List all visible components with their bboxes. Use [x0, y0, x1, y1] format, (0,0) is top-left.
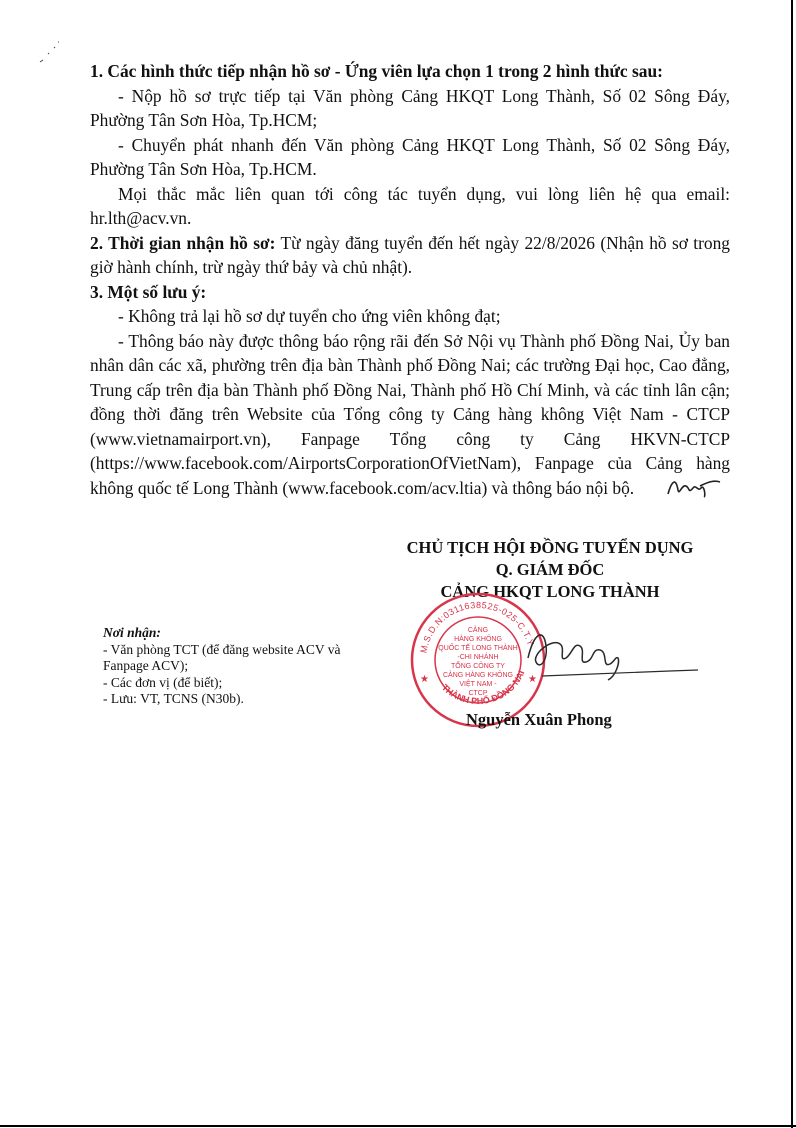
section-2 [90, 231, 730, 280]
signature-title-line-1: CHỦ TỊCH HỘI ĐỒNG TUYỂN DỤNG [406, 538, 694, 557]
recipient-item: - Các đơn vị (để biết); [103, 674, 223, 690]
stamp-center-line: HÀNG KHÔNG [454, 636, 502, 643]
scan-speck-mark [34, 40, 64, 65]
stamp-ring-text: M.S.D.N:0311638525-025-C.T.Y [418, 599, 536, 654]
signer-name: Nguyễn Xuân Phong [466, 710, 612, 729]
section-3-item-2 [90, 329, 730, 505]
stamp-center-line: -CHI NHÁNH [457, 654, 499, 661]
stamp-center-line: QUỐC TẾ LONG THÀNH [438, 645, 518, 652]
stamp-center-line: TỔNG CÔNG TY [451, 663, 505, 670]
document-body [90, 59, 730, 504]
stamp-star-left-icon: ★ [420, 674, 429, 685]
scan-border-bottom [0, 1125, 796, 1127]
stamp-bottom-text: THÀNH PHỐ ĐỒNG NAI [439, 668, 527, 707]
handwritten-signature [522, 618, 702, 688]
signature-title-line-3: CẢNG HKQT LONG THÀNH [440, 582, 660, 601]
stamp-center-line: CẢNG [467, 627, 489, 634]
section-1-title: 1. Các hình thức tiếp nhận hồ sơ - Ứng viên lựa chọn 1 trong 2 hình thức sau: [90, 61, 663, 81]
stamp-star-right-icon: ★ [528, 674, 537, 685]
section-1-item-1: - Nộp hồ sơ trực tiếp tại Văn phòng Cảng HKQT Long Thành, Số 02 Sông Đáy, Phường Tân Sơn Hòa, Tp.HCM; [90, 85, 730, 130]
recipient-item: - Lưu: VT, TCNS (N30b). [103, 691, 244, 706]
recipients-title: Nơi nhận: [103, 625, 161, 640]
scan-border-right [791, 0, 793, 1128]
signature-title-line-2: Q. GIÁM ĐỐC [495, 560, 605, 579]
recipient-item: - Văn phòng TCT (để đăng website ACV và Fanpage ACV); [103, 641, 341, 673]
section-2-text: Từ ngày đăng tuyển đến hết ngày 22/8/2026 (Nhận hồ sơ trong giờ hành chính, trừ ngày thứ bảy và chủ nhật). [90, 232, 730, 277]
initials-signature-icon [638, 476, 722, 505]
section-3-item-2-text: - Thông báo này được thông báo rộng rãi đến Sở Nội vụ Thành phố Đồng Nai, Ủy ban nhân dân các xã, phường trên địa bàn Thành phố Đồng Nai; các trường Đại học, Cao đẳng, Trung cấp trên địa bàn Thành phố Đồng Nai, Thành phố Hồ Chí Minh, và các tỉnh lân cận; đồng thời đăng trên Website của Tổng công ty Cảng hàng không Việt Nam - CTCP (www.vietnamairport.vn), Fanpage Tổng công ty Cảng HKVN-CTCP (https://www.facebook.com/AirportsCorporationOfVietNam), Fanpage của Cảng hàng không quốc tế Long Thành (www.facebook.com/acv.ltia) và thông báo nội bộ. [90, 330, 730, 498]
section-3-title: 3. Một số lưu ý: [90, 281, 207, 302]
stamp-center-line: CTCP [468, 690, 488, 697]
section-1-item-2: - Chuyển phát nhanh đến Văn phòng Cảng HKQT Long Thành, Số 02 Sông Đáy, Phường Tân Sơn Hòa, Tp.HCM. [90, 134, 730, 179]
section-2-title: 2. Thời gian nhận hồ sơ: [90, 232, 276, 253]
stamp-center-line: VIỆT NAM - [459, 681, 497, 688]
section-3-item-1: - Không trả lại hồ sơ dự tuyển cho ứng viên không đạt; [118, 306, 501, 326]
stamp-center-line: CẢNG HÀNG KHÔNG [442, 672, 514, 679]
recipients-block [103, 625, 363, 708]
section-1-contact: Mọi thắc mắc liên quan tới công tác tuyển dụng, vui lòng liên hệ qua email: hr.lth@acv.vn. [90, 183, 730, 228]
